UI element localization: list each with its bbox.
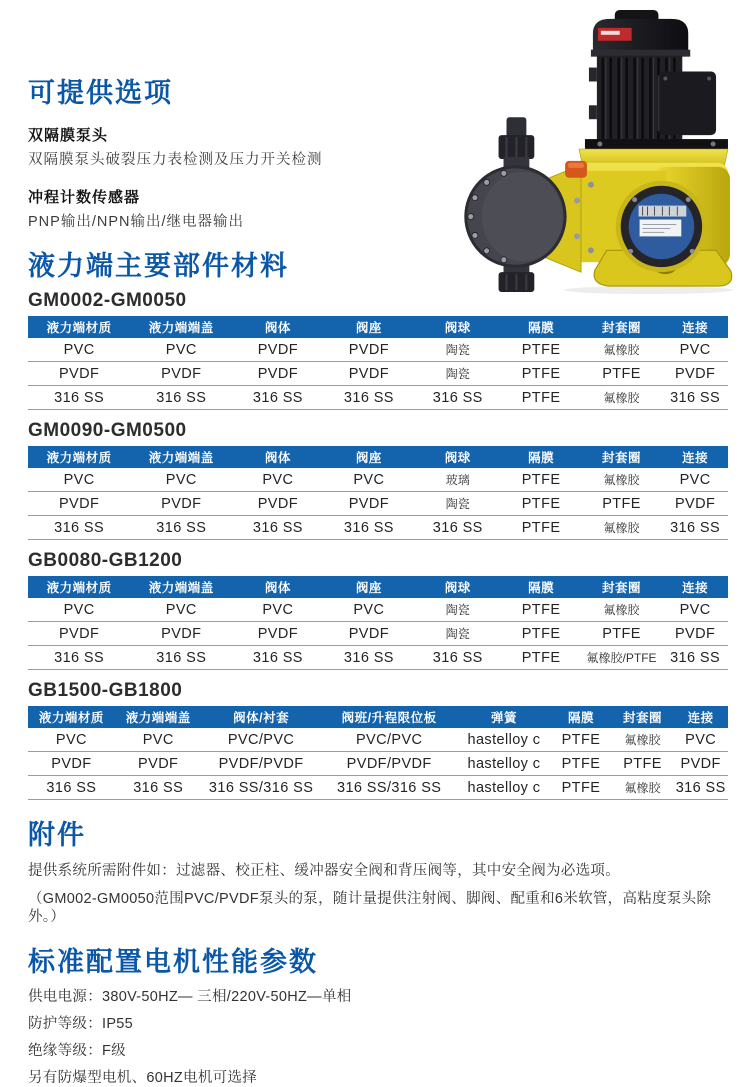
column-header: 连接 — [662, 576, 728, 598]
table-row — [28, 516, 728, 540]
table-row — [28, 776, 728, 800]
table-cell: 316 SS — [414, 646, 501, 670]
table-row — [28, 338, 728, 362]
table-cell: 316 SS — [414, 386, 501, 410]
table-cell: PVC — [323, 598, 414, 622]
column-header: 液力端端盖 — [115, 706, 202, 728]
table-cell: PVC — [673, 728, 728, 752]
motor-spec-options: 另有防爆型电机、60HZ电机可选择 — [28, 1070, 258, 1086]
table-cell: 氟橡胶 — [612, 728, 674, 752]
column-header: 封套圈 — [581, 316, 662, 338]
table-cell: 陶瓷 — [414, 622, 501, 646]
table-cell: PVDF — [28, 492, 130, 516]
table-cell: 316 SS/316 SS — [202, 776, 321, 800]
option-item — [28, 189, 728, 231]
table-row — [28, 598, 728, 622]
table-cell: PVDF — [130, 492, 232, 516]
section-title-motor-specs: 标准配置电机性能参数 — [28, 947, 318, 977]
column-header: 液力端端盖 — [130, 316, 232, 338]
column-header: 阀座 — [323, 446, 414, 468]
column-header: 阀体 — [232, 316, 323, 338]
materials-table — [28, 446, 728, 540]
table-cell: PVDF — [28, 622, 130, 646]
table-cell: PTFE — [501, 598, 581, 622]
table-header-row — [28, 446, 728, 468]
table-header-row — [28, 706, 728, 728]
table-cell: PVDF — [232, 362, 323, 386]
table-cell: PVDF/PVDF — [202, 752, 321, 776]
column-header: 液力端材质 — [28, 706, 115, 728]
table-cell: PVDF — [232, 492, 323, 516]
option-title: 冲程计数传感器 — [28, 189, 141, 206]
accessories-note: （GM002-GM0050范围PVC/PVDF泵头的泵，随计量提供注射阀、脚阀、配重和6米软管，高粘度泵头除外。） — [28, 891, 712, 925]
table-cell: 316 SS — [323, 516, 414, 540]
table-cell: 陶瓷 — [414, 338, 501, 362]
table-cell: 316 SS — [130, 646, 232, 670]
table-cell: 氟橡胶 — [612, 776, 674, 800]
motor-spec-protection: 防护等级：IP55 — [28, 1016, 134, 1032]
table-cell: PVC — [130, 468, 232, 492]
materials-table — [28, 706, 728, 800]
table-cell: 陶瓷 — [414, 492, 501, 516]
table-cell: hastelloy c — [458, 752, 550, 776]
table-cell: PTFE — [550, 728, 612, 752]
model-range-heading: GM0002-GM0050 — [28, 290, 187, 311]
table-cell: PVDF — [662, 622, 728, 646]
motor-spec-power: 供电电源：380V-50HZ— 三相/220V-50HZ—单相 — [28, 989, 352, 1005]
motor-spec-insulation: 绝缘等级：F级 — [28, 1043, 126, 1059]
table-cell: PTFE — [501, 362, 581, 386]
column-header: 弹簧 — [458, 706, 550, 728]
table-cell: PTFE — [581, 362, 662, 386]
table-row — [28, 728, 728, 752]
section-motor-specs — [28, 949, 728, 1087]
section-title-options: 可提供选项 — [28, 78, 173, 108]
table-row — [28, 492, 728, 516]
column-header: 阀体 — [232, 446, 323, 468]
table-cell: 316 SS — [130, 516, 232, 540]
table-cell: 316 SS/316 SS — [321, 776, 458, 800]
model-range-heading: GM0090-GM0500 — [28, 420, 187, 441]
table-cell: 氟橡胶/PTFE — [581, 646, 662, 670]
table-cell: PVC — [662, 598, 728, 622]
section-title-materials: 液力端主要部件材料 — [28, 251, 289, 281]
table-cell: hastelloy c — [458, 728, 550, 752]
table-cell: 316 SS — [323, 646, 414, 670]
table-cell: PTFE — [501, 516, 581, 540]
table-row — [28, 386, 728, 410]
table-cell: 316 SS — [673, 776, 728, 800]
option-description: PNP输出/NPN输出/继电器输出 — [28, 214, 244, 230]
column-header: 封套圈 — [612, 706, 674, 728]
table-cell: PVDF/PVDF — [321, 752, 458, 776]
table-cell: PVC/PVC — [321, 728, 458, 752]
table-cell: PTFE — [501, 622, 581, 646]
column-header: 阀球 — [414, 576, 501, 598]
table-cell: PVDF — [323, 338, 414, 362]
table-cell: PTFE — [501, 468, 581, 492]
table-cell: 316 SS — [323, 386, 414, 410]
column-header: 连接 — [662, 316, 728, 338]
option-description: 双隔膜泵头破裂压力表检测及压力开关检测 — [28, 152, 323, 168]
table-cell: 氟橡胶 — [581, 386, 662, 410]
column-header: 阀座 — [323, 576, 414, 598]
column-header: 阀座 — [323, 316, 414, 338]
table-cell: PVDF — [662, 362, 728, 386]
column-header: 隔膜 — [550, 706, 612, 728]
table-cell: 316 SS — [28, 386, 130, 410]
table-cell: 316 SS — [28, 516, 130, 540]
table-cell: PTFE — [612, 752, 674, 776]
table-cell: PVDF — [130, 622, 232, 646]
table-cell: PTFE — [581, 622, 662, 646]
model-range-heading: GB1500-GB1800 — [28, 680, 183, 701]
table-cell: 氟橡胶 — [581, 338, 662, 362]
table-cell: PVC — [28, 728, 115, 752]
table-cell: PTFE — [501, 492, 581, 516]
table-cell: 316 SS — [414, 516, 501, 540]
table-row — [28, 362, 728, 386]
table-cell: 316 SS — [232, 386, 323, 410]
table-cell: PVDF — [662, 492, 728, 516]
table-cell: 氟橡胶 — [581, 598, 662, 622]
column-header: 封套圈 — [581, 446, 662, 468]
section-title-accessories: 附件 — [28, 820, 86, 850]
table-cell: PVC — [28, 598, 130, 622]
table-cell: PVDF — [323, 492, 414, 516]
column-header: 阀体/衬套 — [202, 706, 321, 728]
table-cell: PVC — [232, 468, 323, 492]
table-cell: 316 SS — [662, 386, 728, 410]
column-header: 液力端材质 — [28, 446, 130, 468]
column-header: 隔膜 — [501, 446, 581, 468]
table-header-row — [28, 316, 728, 338]
table-cell: PVC — [323, 468, 414, 492]
table-cell: 316 SS — [28, 646, 130, 670]
table-cell: PVC — [232, 598, 323, 622]
column-header: 隔膜 — [501, 576, 581, 598]
table-cell: PVC — [130, 598, 232, 622]
table-row — [28, 752, 728, 776]
table-cell: PVDF — [232, 622, 323, 646]
column-header: 隔膜 — [501, 316, 581, 338]
table-cell: 316 SS — [662, 646, 728, 670]
table-cell: PTFE — [501, 386, 581, 410]
table-cell: PVDF — [28, 752, 115, 776]
table-cell: PTFE — [550, 776, 612, 800]
materials-table — [28, 576, 728, 670]
column-header: 液力端端盖 — [130, 446, 232, 468]
table-cell: PVC — [28, 468, 130, 492]
table-cell: PVC/PVC — [202, 728, 321, 752]
table-cell: PVDF — [130, 362, 232, 386]
materials-table — [28, 316, 728, 410]
table-cell: 陶瓷 — [414, 362, 501, 386]
column-header: 连接 — [662, 446, 728, 468]
table-cell: PVC — [115, 728, 202, 752]
table-cell: PVDF — [323, 622, 414, 646]
table-row — [28, 468, 728, 492]
table-cell: PTFE — [501, 646, 581, 670]
table-cell: PVDF — [115, 752, 202, 776]
table-cell: PVC — [130, 338, 232, 362]
table-cell: 316 SS — [28, 776, 115, 800]
table-cell: 316 SS — [130, 386, 232, 410]
table-cell: 氟橡胶 — [581, 516, 662, 540]
column-header: 阀球 — [414, 446, 501, 468]
table-cell: PVC — [28, 338, 130, 362]
option-item — [28, 127, 728, 169]
table-row — [28, 622, 728, 646]
table-cell: PVDF — [232, 338, 323, 362]
table-cell: 316 SS — [232, 646, 323, 670]
table-cell: PTFE — [501, 338, 581, 362]
table-cell: 316 SS — [662, 516, 728, 540]
column-header: 液力端材质 — [28, 576, 130, 598]
page-content — [28, 0, 728, 1087]
table-cell: PVDF — [323, 362, 414, 386]
table-cell: 氟橡胶 — [581, 468, 662, 492]
column-header: 封套圈 — [581, 576, 662, 598]
table-cell: 玻璃 — [414, 468, 501, 492]
table-cell: 316 SS — [115, 776, 202, 800]
column-header: 液力端端盖 — [130, 576, 232, 598]
column-header: 阀班/升程限位板 — [321, 706, 458, 728]
model-range-heading: GB0080-GB1200 — [28, 550, 183, 571]
table-cell: PVDF — [673, 752, 728, 776]
table-cell: PTFE — [581, 492, 662, 516]
table-cell: PTFE — [550, 752, 612, 776]
table-cell: PVC — [662, 468, 728, 492]
column-header: 连接 — [673, 706, 728, 728]
column-header: 阀体 — [232, 576, 323, 598]
column-header: 液力端材质 — [28, 316, 130, 338]
section-accessories — [28, 822, 728, 926]
table-header-row — [28, 576, 728, 598]
option-title: 双隔膜泵头 — [28, 127, 109, 144]
table-cell: hastelloy c — [458, 776, 550, 800]
section-materials — [28, 253, 728, 800]
table-cell: 陶瓷 — [414, 598, 501, 622]
table-cell: PVC — [662, 338, 728, 362]
column-header: 阀球 — [414, 316, 501, 338]
section-options — [28, 80, 728, 231]
table-cell: 316 SS — [232, 516, 323, 540]
table-cell: PVDF — [28, 362, 130, 386]
accessories-text: 提供系统所需附件如：过滤器、校正柱、缓冲器安全阀和背压阀等，其中安全阀为必选项。 — [28, 863, 620, 879]
table-row — [28, 646, 728, 670]
